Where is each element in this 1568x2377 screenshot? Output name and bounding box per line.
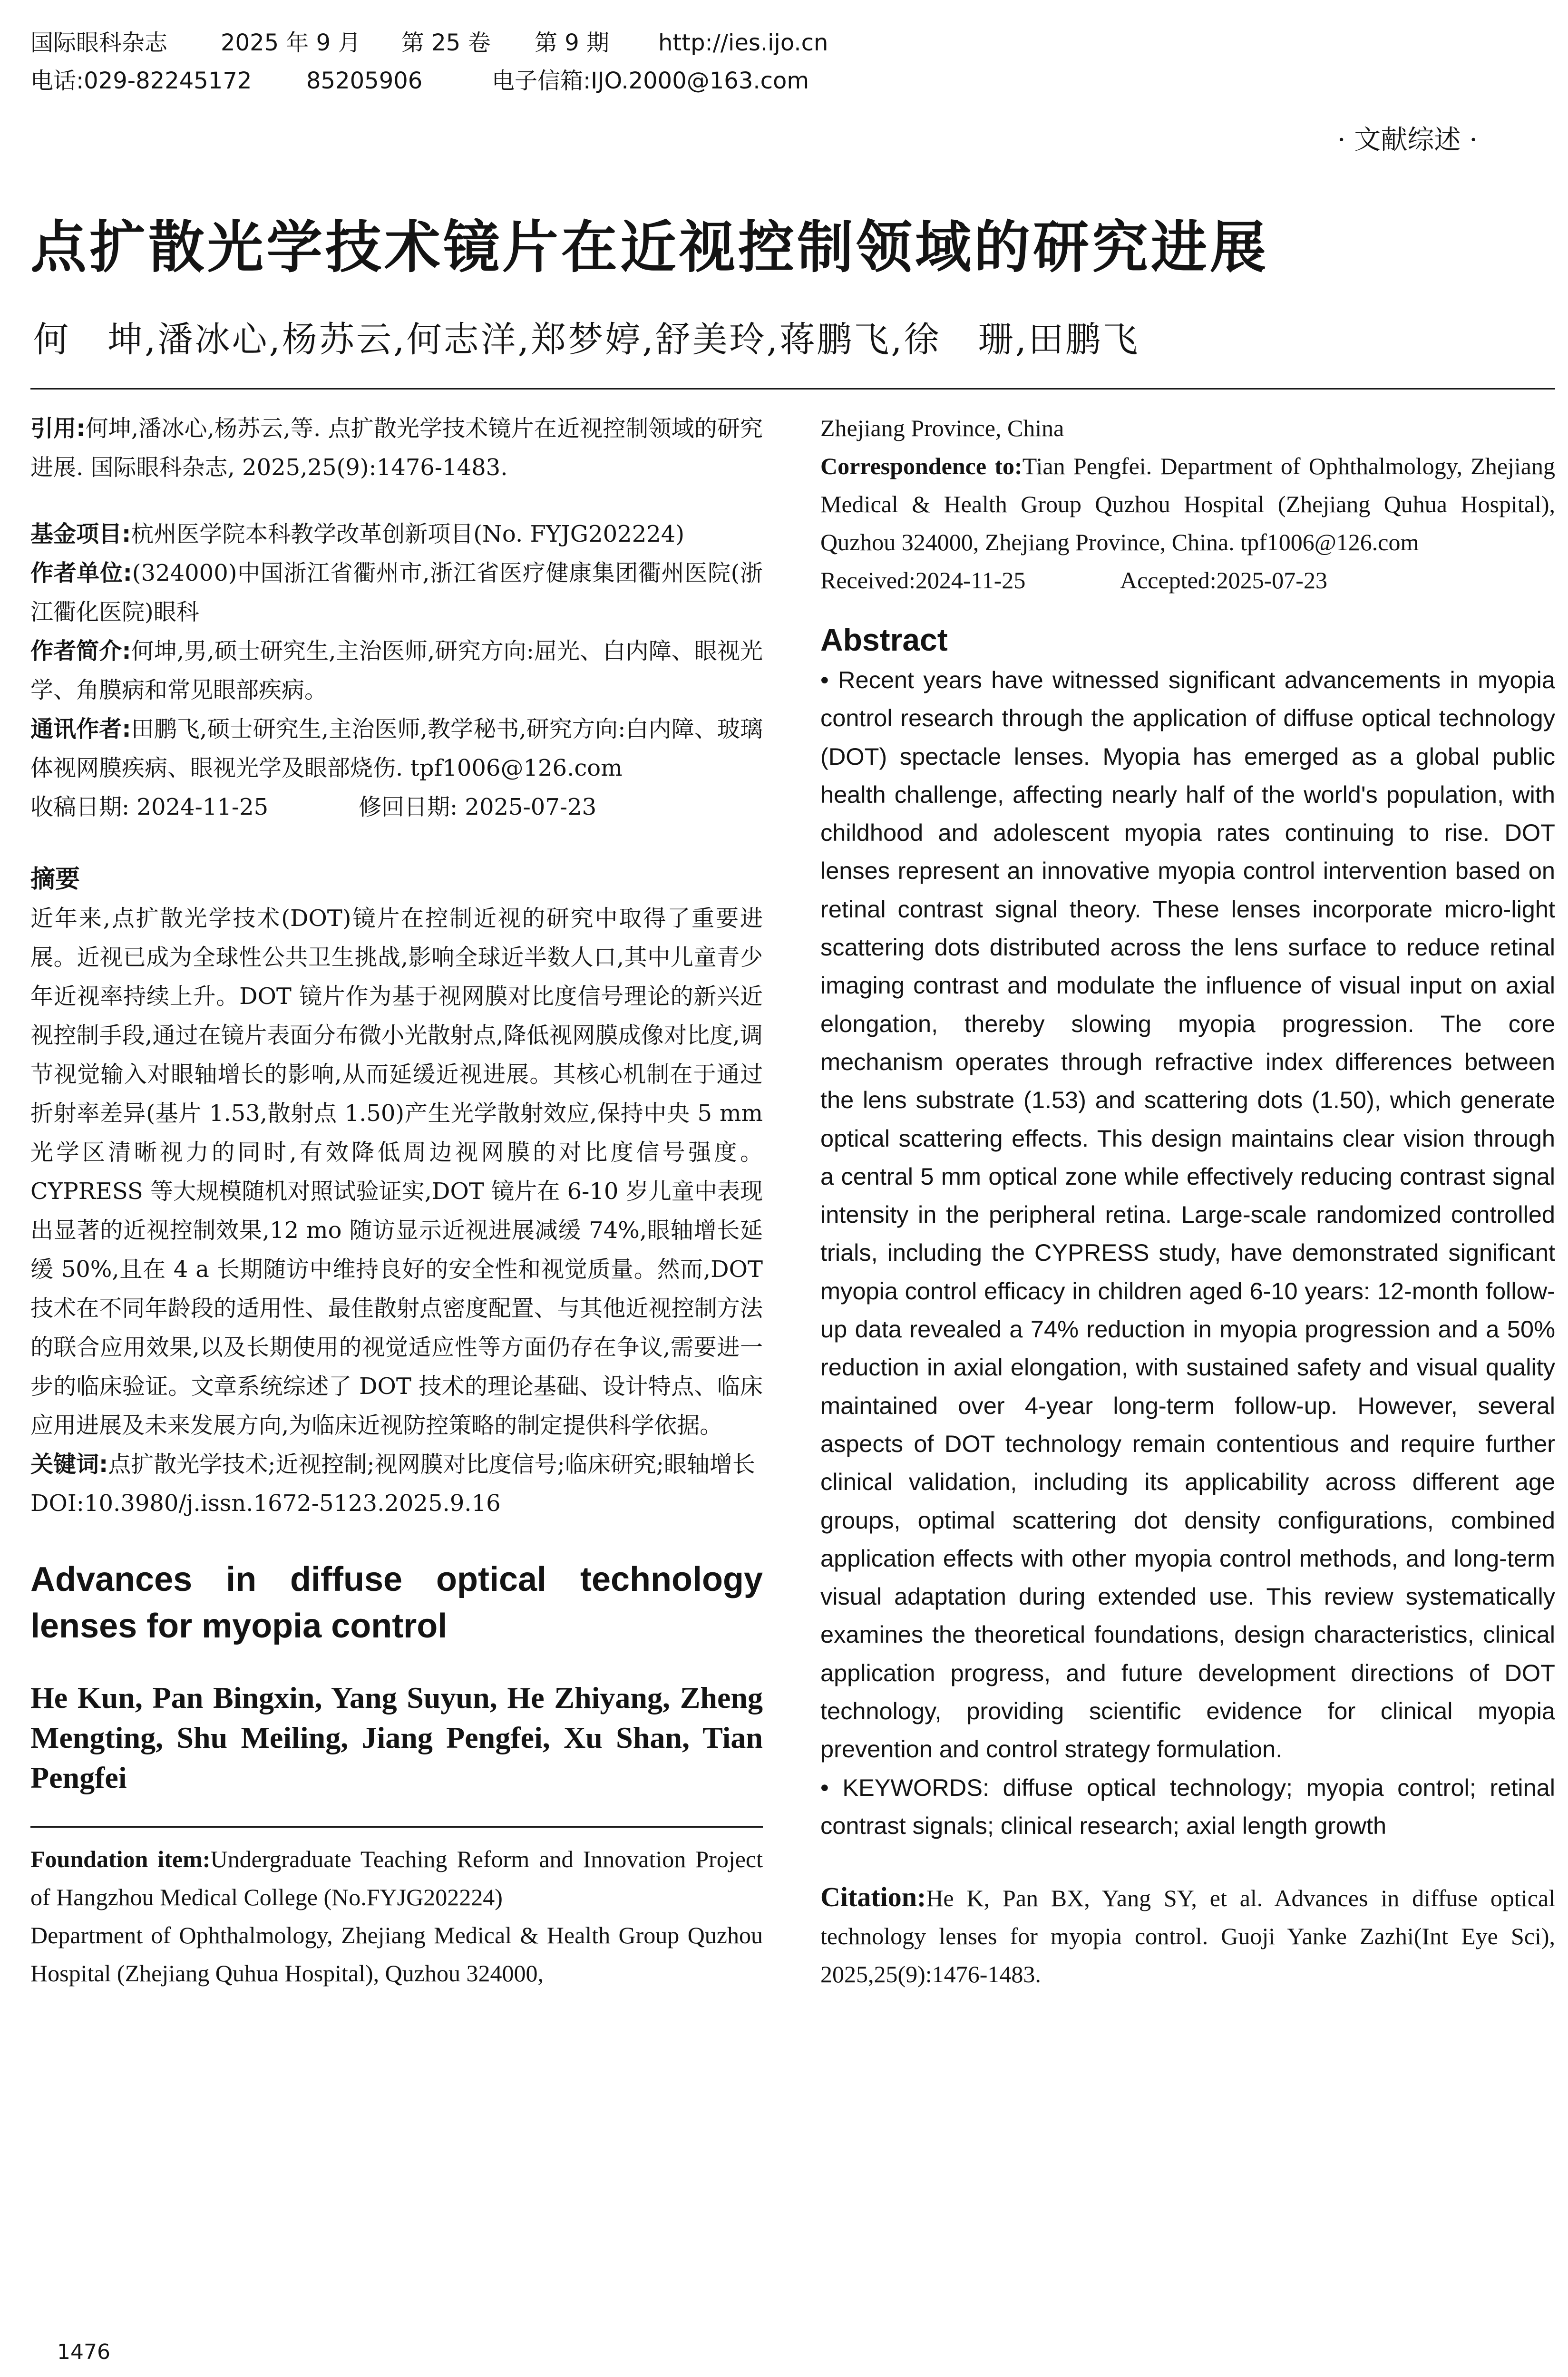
cn-bio-text: 何坤,男,硕士研究生,主治医师,研究方向:屈光、白内障、眼视光学、角膜病和常见眼部疾病。 xyxy=(30,638,763,703)
page-number: 1476 xyxy=(57,2340,110,2364)
cn-corresponding xyxy=(30,710,763,788)
header-divider xyxy=(30,388,1555,390)
cn-corr-label: 通讯作者: xyxy=(30,716,131,742)
cn-unit-label: 作者单位: xyxy=(30,560,132,586)
en-received: Received:2024-11-25 xyxy=(820,567,1026,594)
en-foundation xyxy=(30,1840,763,1916)
cn-citation xyxy=(30,409,763,487)
cn-citation-label: 引用: xyxy=(30,415,86,442)
en-accepted: Accepted:2025-07-23 xyxy=(1120,567,1327,594)
en-corr-label: Correspondence to: xyxy=(820,453,1023,479)
en-correspondence xyxy=(820,447,1555,561)
en-abstract-text: • Recent years have witnessed significant advancements in myopia control research through the application of diffuse optical technology (DOT) spectacle lenses. Myopia has emerged as a global public health challenge, affecting nearly half of the world's population, with childhood and adolescent myopia rates continuing to rise. DOT lenses represent an innovative myopia control intervention based on retinal contrast signal theory. These lenses incorporate micro-light scattering dots distributed across the lens surface to reduce retinal imaging contrast and modulate the influence of visual input on axial elongation, thereby slowing myopia progression. The core mechanism operates through refractive index differences between the lens substrate (1.53) and scattering dots (1.50), which generate optical scattering effects. This design maintains clear vision through a central 5 mm optical zone while effectively reducing contrast signal intensity in the peripheral retina. Large-scale randomized controlled trials, including the CYPRESS study, have demonstrated significant myopia control efficacy in children aged 6-10 years: 12-month follow-up data revealed a 74% reduction in myopia progression and a 50% reduction in axial elongation, with sustained safety and visual quality maintained over 4-year long-term follow-up. However, several aspects of DOT technology remain contentious and require further clinical validation, including its applicability across different age groups, optimal scattering dot density configurations, combined application effects with other myopia control methods, and long-term visual adaptation during extended use. This review systematically examines the theoretical foundations, design characteristics, clinical application progress, and future development directions of DOT technology, providing scientific evidence for clinical myopia prevention and control strategy formulation. xyxy=(820,666,1555,1763)
cn-keywords-label: 关键词: xyxy=(30,1451,108,1478)
en-keywords: • KEYWORDS: diffuse optical technology; myopia control; retinal contrast signals; clinical research; axial length growth xyxy=(820,1773,1555,1839)
en-department: Department of Ophthalmology, Zhejiang Medical & Health Group Quzhou Hospital (Zhejiang Quhua Hospital), Quzhou 324000, xyxy=(30,1922,763,1987)
cn-bio-label: 作者简介: xyxy=(30,638,131,664)
cn-keywords-text: 点扩散光学技术;近视控制;视网膜对比度信号;临床研究;眼轴增长 xyxy=(108,1451,755,1478)
journal-tel: 电话:029-82245172 xyxy=(30,68,252,94)
en-foundation-label: Foundation item: xyxy=(30,1846,211,1872)
journal-name: 国际眼科杂志 xyxy=(30,29,168,56)
article-title: 点扩散光学技术镜片在近视控制领域的研究进展 xyxy=(30,214,1269,280)
article-category: · 文献综述 · xyxy=(1337,125,1478,156)
en-citation-text: He K, Pan BX, Yang SY, et al. Advances in diffuse optical technology lenses for myopia control. Guoji Yanke Zazhi(Int Eye Sci), 2025,25(9):1476-1483. xyxy=(820,1885,1555,1988)
footnote-divider xyxy=(30,1826,763,1828)
en-foundation-text: Undergraduate Teaching Reform and Innovation Project of Hangzhou Medical College (No.FYJG202224) xyxy=(30,1846,763,1910)
cn-corr-text: 田鹏飞,硕士研究生,主治医师,教学秘书,研究方向:白内障、玻璃体视网膜疾病、眼视光学及眼部烧伤. tpf1006@126.com xyxy=(30,716,763,781)
cn-doi[interactable]: DOI:10.3980/j.issn.1672-5123.2025.9.16 xyxy=(30,1490,501,1517)
en-title: Advances in diffuse optical technology lenses for myopia control xyxy=(30,1560,763,1645)
en-citation xyxy=(820,1878,1555,1993)
cn-fund-label: 基金项目: xyxy=(30,521,131,547)
journal-url[interactable]: http://ies.ijo.cn xyxy=(658,29,828,56)
en-citation-label: Citation: xyxy=(820,1881,926,1913)
cn-keywords xyxy=(30,1445,763,1484)
issue-date: 2025 年 9 月 xyxy=(221,29,361,56)
cn-citation-text: 何坤,潘冰心,杨苏云,等. 点扩散光学技术镜片在近视控制领域的研究进展. 国际眼科杂志, 2025,25(9):1476-1483. xyxy=(30,415,763,481)
left-column xyxy=(30,409,763,1992)
volume: 第 25 卷 xyxy=(401,29,491,56)
cn-unit xyxy=(30,554,763,632)
cn-bio xyxy=(30,632,763,710)
right-column xyxy=(820,409,1555,1993)
en-dates xyxy=(820,561,1555,599)
cn-abstract-heading: 摘要 xyxy=(30,865,80,894)
en-corr-text: Tian Pengfei. Department of Ophthalmology, Zhejiang Medical & Health Group Quzhou Hospital (Zhejiang Quhua Hospital), Quzhou 324000, Zhejiang Province, China. tpf1006@126.com xyxy=(820,453,1556,555)
cn-dates xyxy=(30,788,763,827)
cn-fund xyxy=(30,515,763,554)
journal-fax: 85205906 xyxy=(306,68,423,94)
author-list: 何 坤,潘冰心,杨苏云,何志洋,郑梦婷,舒美玲,蒋鹏飞,徐 珊,田鹏飞 xyxy=(33,319,1140,360)
en-abstract-heading: Abstract xyxy=(820,622,948,657)
journal-email[interactable]: 电子信箱:IJO.2000@163.com xyxy=(492,68,809,94)
cn-revised-date: 修回日期: 2025-07-23 xyxy=(359,794,597,820)
cn-unit-text: (324000)中国浙江省衢州市,浙江省医疗健康集团衢州医院(浙江衢化医院)眼科 xyxy=(30,560,763,625)
en-department-cont: Zhejiang Province, China xyxy=(820,415,1064,441)
cn-abstract-text: 近年来,点扩散光学技术(DOT)镜片在控制近视的研究中取得了重要进展。近视已成为全球性公共卫生挑战,影响全球近半数人口,其中儿童青少年近视率持续上升。DOT 镜片作为基于视网膜对比度信号理论的新兴近视控制手段,通过在镜片表面分布微小光散射点,降低视网膜成像对比度,调节视觉输入对眼轴增长的影响,从而延缓近视进展。其核心机制在于通过折射率差异(基片 1.53,散射点 1.50)产生光学散射效应,保持中央 5 mm 光学区清晰视力的同时,有效降低周边视网膜的对比度信号强度。CYPRESS 等大规模随机对照试验证实,DOT 镜片在 6-10 岁儿童中表现出显著的近视控制效果,12 mo 随访显示近视进展减缓 74%,眼轴增长延缓 50%,且在 4 a 长期随访中维持良好的安全性和视觉质量。然而,DOT 技术在不同年龄段的适用性、最佳散射点密度配置、与其他近视控制方法的联合应用效果,以及长期使用的视觉适应性等方面仍存在争议,需要进一步的临床验证。文章系统综述了 DOT 技术的理论基础、设计特点、临床应用进展及未来发展方向,为临床近视防控策略的制定提供科学依据。 xyxy=(30,905,763,1439)
cn-fund-text: 杭州医学院本科教学改革创新项目(No. FYJG202224) xyxy=(131,521,685,547)
journal-masthead xyxy=(30,24,828,100)
en-authors: He Kun, Pan Bingxin, Yang Suyun, He Zhiyang, Zheng Mengting, Shu Meiling, Jiang Pengfei, Xu Shan, Tian Pengfei xyxy=(30,1681,763,1794)
cn-received-date: 收稿日期: 2024-11-25 xyxy=(30,794,269,820)
issue-number: 第 9 期 xyxy=(535,29,610,56)
